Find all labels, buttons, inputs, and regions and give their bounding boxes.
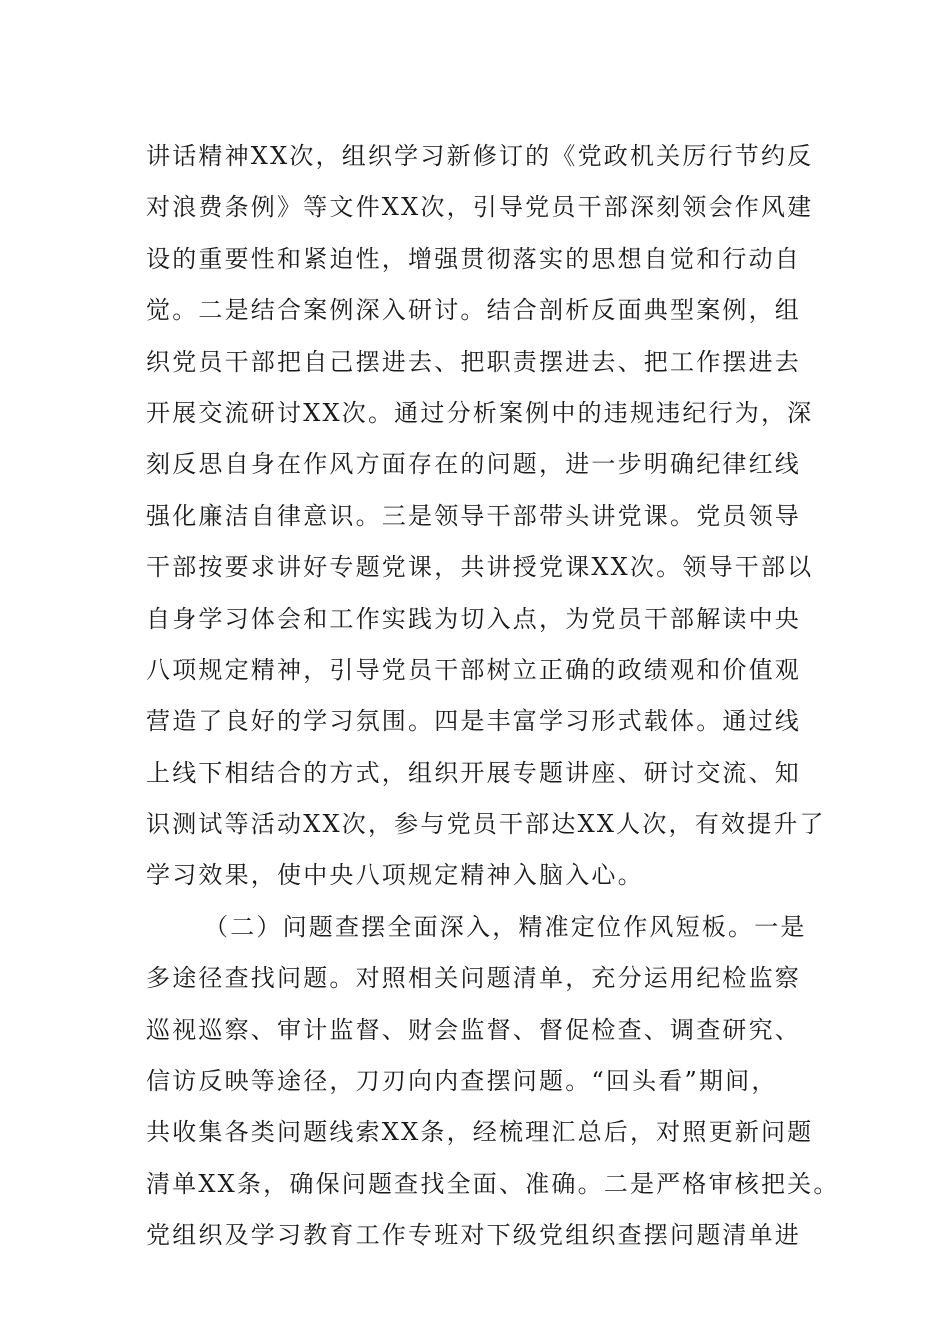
text-line: 设的重要性和紧迫性，增强贯彻落实的思想自觉和行动自 [146,244,801,273]
text-line: 营造了良好的学习氛围。四是丰富学习形式载体。通过线 [146,707,801,736]
text-line: 上线下相结合的方式，组织开展专题讲座、研讨交流、知 [146,758,801,787]
text-line: 自身学习体会和工作实践为切入点，为党员干部解读中央 [146,604,801,633]
text-line: 觉。二是结合案例深入研讨。结合剖析反面典型案例，组 [146,296,801,325]
text-line: 巡视巡察、审计监督、财会监督、督促检查、调查研究、 [146,1015,801,1044]
section-heading-line: （二）问题查摆全面深入，精准定位作风短板。一是 [204,912,807,941]
text-line: 织党员干部把自己摆进去、把职责摆进去、把工作摆进去 [146,347,801,376]
text-line: 共收集各类问题线索XX条，经梳理汇总后，对照更新问题 [146,1118,814,1147]
text-line: 党组织及学习教育工作专班对下级党组织查摆问题清单进 [146,1221,801,1250]
text-line: 清单XX条，确保问题查找全面、准确。二是严格审核把关。 [146,1169,840,1198]
text-line: 强化廉洁自律意识。三是领导干部带头讲党课。党员领导 [146,501,801,530]
text-line: 讲话精神XX次，组织学习新修订的《党政机关厉行节约反 [146,142,814,170]
text-line: 多途径查找问题。对照相关问题清单，充分运用纪检监察 [146,964,801,993]
text-line: 识测试等活动XX次，参与党员干部达XX人次，有效提升了 [146,810,826,839]
text-line: 刻反思自身在作风方面存在的问题，进一步明确纪律红线 [146,450,801,479]
text-line: 干部按要求讲好专题党课，共讲授党课XX次。领导干部以 [146,553,814,582]
text-line: 八项规定精神，引导党员干部树立正确的政绩观和价值观 [146,655,801,684]
text-line: 对浪费条例》等文件XX次，引导党员干部深刻领会作风建 [146,193,814,222]
text-line: 学习效果，使中央八项规定精神入脑入心。 [146,861,644,890]
body-text [146,131,846,1262]
text-line: 开展交流研讨XX次。通过分析案例中的违规违纪行为，深 [146,398,814,427]
text-line: 信访反映等途径，刀刃向内查摆问题。“回头看”期间， [146,1067,778,1096]
